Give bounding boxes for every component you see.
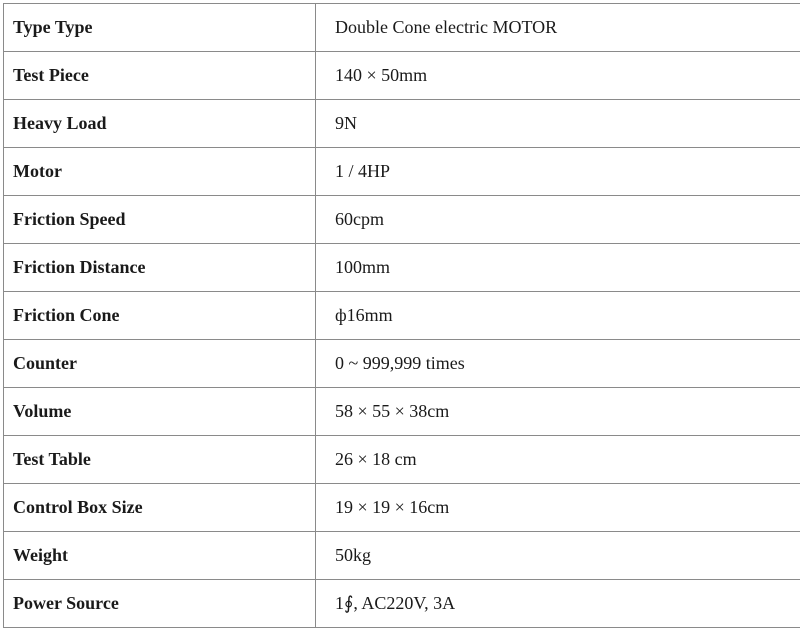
spec-value-heavy-load: 9N (316, 100, 800, 148)
spec-label-type: Type Type (4, 4, 316, 52)
spec-label-heavy-load: Heavy Load (4, 100, 316, 148)
table-row (4, 532, 800, 580)
table-row (4, 4, 800, 52)
spec-value-test-table: 26 × 18 cm (316, 436, 800, 484)
spec-value-power-source: 1∮, AC220V, 3A (316, 580, 800, 628)
spec-label-friction-cone: Friction Cone (4, 292, 316, 340)
spec-label-test-table: Test Table (4, 436, 316, 484)
spec-value-counter: 0 ~ 999,999 times (316, 340, 800, 388)
table-row (4, 244, 800, 292)
table-row (4, 196, 800, 244)
spec-value-motor: 1 / 4HP (316, 148, 800, 196)
spec-value-control-box-size: 19 × 19 × 16cm (316, 484, 800, 532)
spec-label-power-source: Power Source (4, 580, 316, 628)
spec-value-type: Double Cone electric MOTOR (316, 4, 800, 52)
spec-value-weight: 50kg (316, 532, 800, 580)
spec-label-motor: Motor (4, 148, 316, 196)
spec-label-friction-speed: Friction Speed (4, 196, 316, 244)
spec-label-friction-distance: Friction Distance (4, 244, 316, 292)
table-row (4, 148, 800, 196)
spec-label-weight: Weight (4, 532, 316, 580)
spec-label-test-piece: Test Piece (4, 52, 316, 100)
table-row (4, 388, 800, 436)
table-row (4, 52, 800, 100)
spec-table (3, 3, 800, 628)
spec-value-friction-speed: 60cpm (316, 196, 800, 244)
spec-value-friction-distance: 100mm (316, 244, 800, 292)
spec-value-friction-cone: ф16mm (316, 292, 800, 340)
spec-label-counter: Counter (4, 340, 316, 388)
table-row (4, 292, 800, 340)
spec-value-test-piece: 140 × 50mm (316, 52, 800, 100)
spec-label-volume: Volume (4, 388, 316, 436)
spec-label-control-box-size: Control Box Size (4, 484, 316, 532)
table-row (4, 580, 800, 628)
table-row (4, 100, 800, 148)
spec-value-volume: 58 × 55 × 38cm (316, 388, 800, 436)
spec-table-body (4, 4, 800, 628)
table-row (4, 484, 800, 532)
table-row (4, 436, 800, 484)
table-row (4, 340, 800, 388)
